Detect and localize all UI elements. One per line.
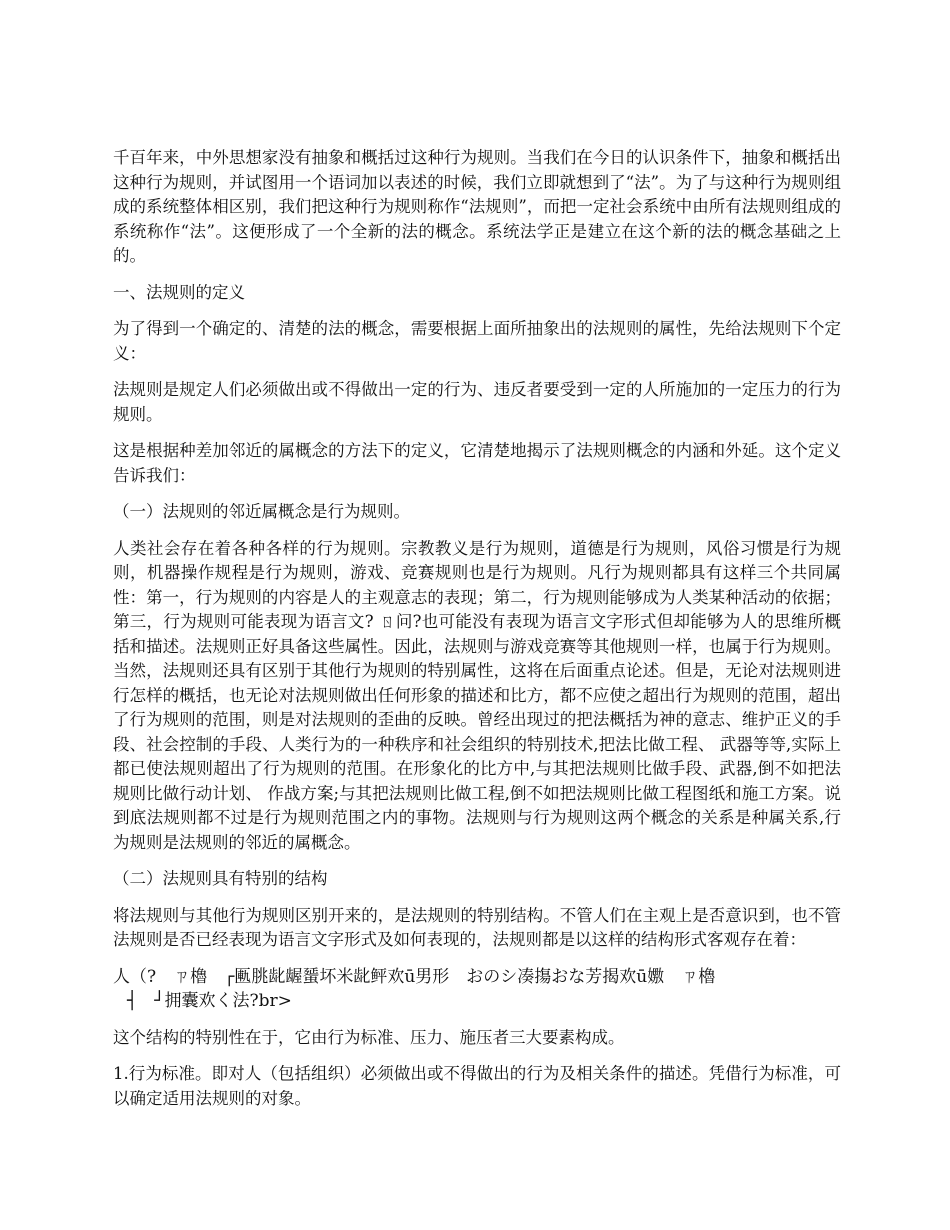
subsection-heading-2: （二）法规则具有特别的结构 bbox=[113, 869, 328, 888]
subsection-heading-1: （一）法规则的邻近属概念是行为规则。 bbox=[113, 502, 410, 521]
definition-paragraph: 法规则是规定人们必须做出或不得做出一定的行为、违反者要受到一定的人所施加的一定压力的行为规则。 bbox=[113, 380, 841, 424]
garbled-structure-formula bbox=[113, 965, 841, 1014]
section-heading-definition: 一、法规则的定义 bbox=[113, 282, 245, 302]
document-page bbox=[113, 146, 841, 1123]
garbled-line-1: 人（? ㄗ櫓 ┌匭朓龀龌蜑坏米龀鲆欢ū男形 おのシ凑摥おな芳揭欢ū嫐 ㄗ櫓 bbox=[113, 966, 716, 987]
structure-elements-paragraph: 这个结构的特别性在于，它由行为标准、压力、施压者三大要素构成。 bbox=[113, 1027, 625, 1047]
intro-paragraph: 千百年来，中外思想家没有抽象和概括过这种行为规则。当我们在今日的认识条件下，抽象和概括出这种行为规则，并试图用一个语词加以表述的时候，我们立即就想到了“法”。为了与这种行为规则组成的系统整体相区别，我们把这种行为规则称作“法规则”，而把一定社会系统中由所有法规则组成的系统称作“法”。这便形成了一个全新的法的概念。系统法学正是建立在这个新的法的概念基础之上的。 bbox=[113, 148, 841, 265]
definition-intro-paragraph: 为了得到一个确定的、清楚的法的概念，需要根据上面所抽象出的法规则的属性，先给法规则下个定义： bbox=[113, 319, 841, 363]
behavior-rules-paragraph: 人类社会存在着各种各样的行为规则。宗教教义是行为规则，道德是行为规则，风俗习惯是行为规则，机器操作规程是行为规则，游戏、竞赛规则也是行为规则。凡行为规则都具有这样三个共同属性：第一，行为规则的内容是人的主观意志的表现；第二，行为规则能够成为人类某种活动的依据；第三，行为规则可能表现为语言文? ㄖ问?也可能没有表现为语言文字形式但却能够为人的思维所概括和描述。法规则正好具备这些属性。因此，法规则与游戏竞赛等其他规则一样，也属于行为规则。当然，法规则还具有区别于其他行为规则的特别属性，这将在后面重点论述。但是，无论对法规则进行怎样的概括，也无论对法规则做出任何形象的描述和比方，都不应使之超出行为规则的范围，超出了行为规则的范围，则是对法规则的歪曲的反映。曾经出现过的把法概括为神的意志、维护正义的手段、社会控制的手段、人类行为的一种秩序和社会组织的特别技术,把法比做工程、 武器等等,实际上都已使法规则超出了行为规则的范围。在形象化的比方中,与其把法规则比做手段、武器,倒不如把法规则比做行动计划、 作战方案;与其把法规则比做工程,倒不如把法规则比做工程图纸和施工方案。说到底法规则都不过是行为规则范围之内的事物。法规则与行为规则这两个概念的关系是种属关系,行为规则是法规则的邻近的属概念。 bbox=[113, 538, 841, 852]
behavior-standard-paragraph: 1.行为标准。即对人（包括组织）必须做出或不得做出的行为及相关条件的描述。凭借行为标准，可以确定适用法规则的对象。 bbox=[113, 1064, 841, 1108]
structure-intro-paragraph: 将法规则与其他行为规则区别开来的，是法规则的特别结构。不管人们在主观上是否意识到，也不管法规则是否已经表现为语言文字形式及如何表现的，法规则都是以这样的结构形式客观存在着： bbox=[113, 905, 841, 949]
definition-explanation-paragraph: 这是根据种差加邻近的属概念的方法下的定义，它清楚地揭示了法规则概念的内涵和外延。这个定义告诉我们： bbox=[113, 441, 841, 485]
garbled-line-2: ┤ ┘拥囊欢く法?br> bbox=[127, 991, 292, 1011]
